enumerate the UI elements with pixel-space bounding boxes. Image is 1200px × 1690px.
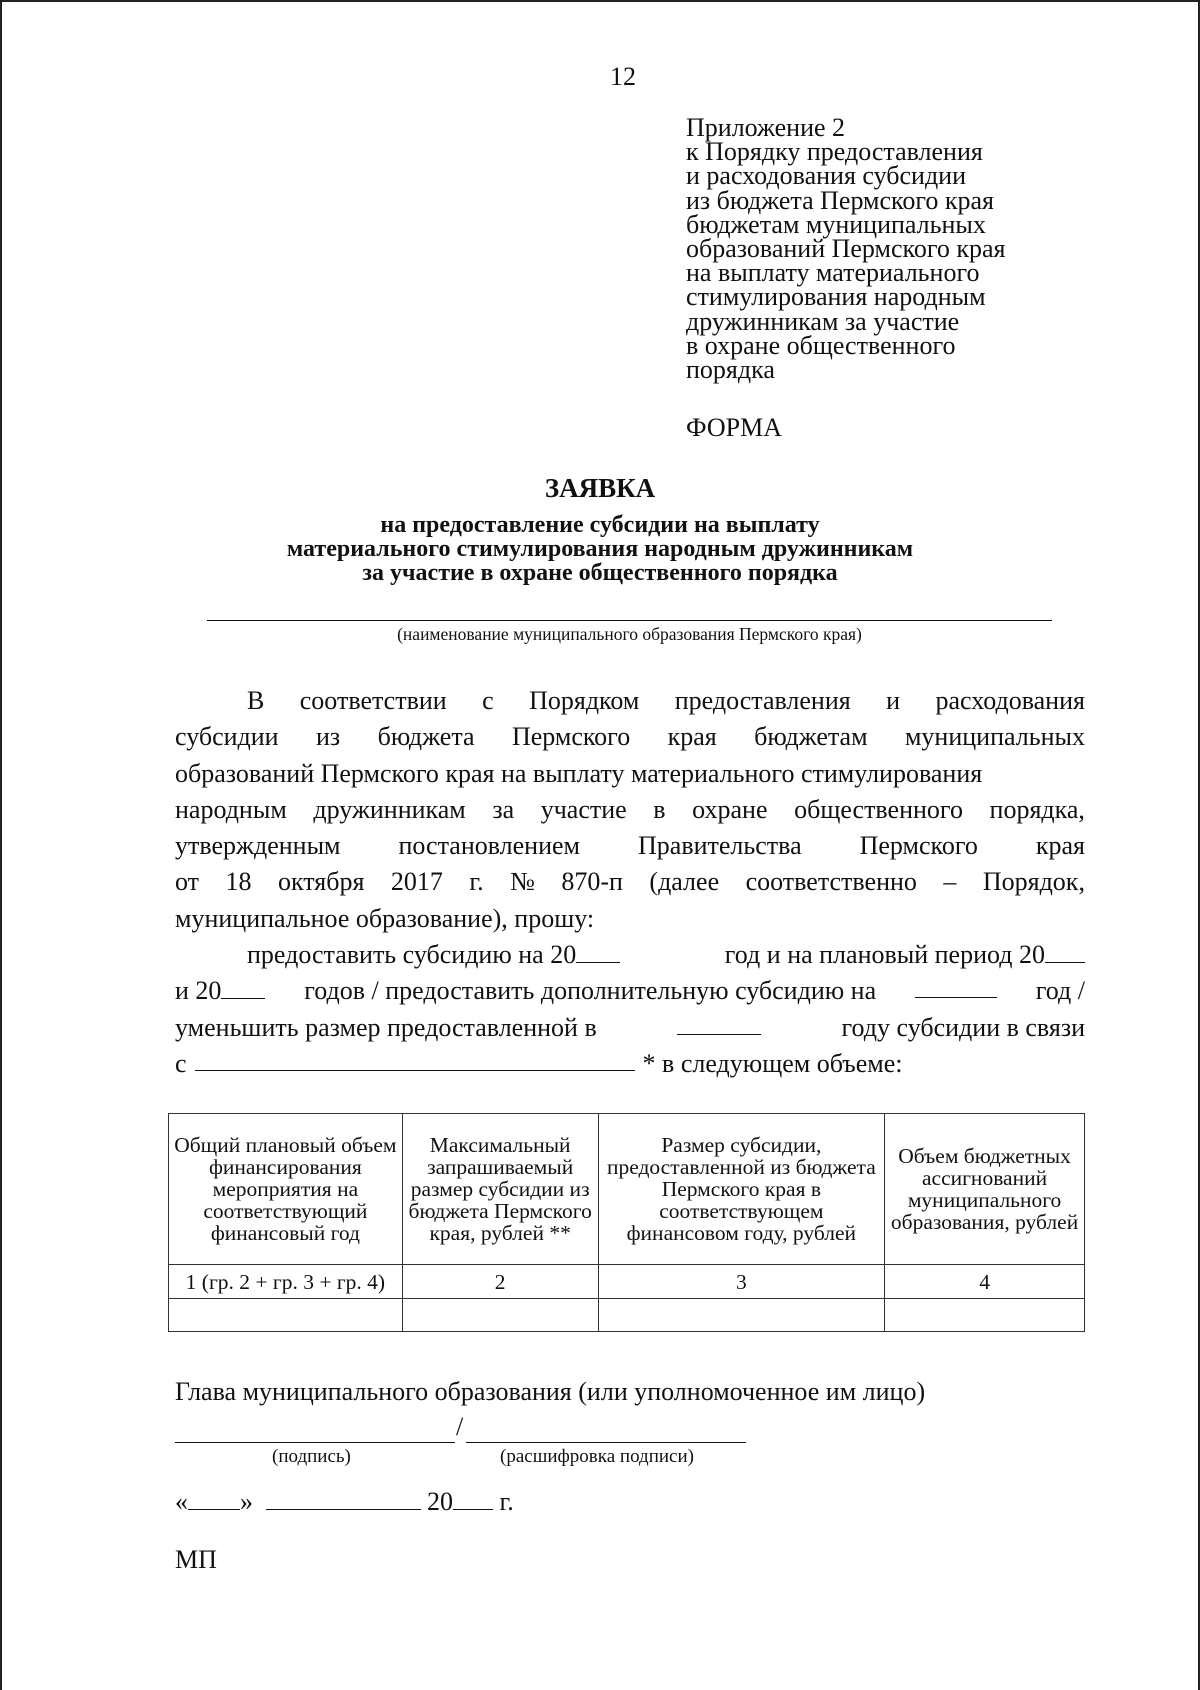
page-edge-left	[0, 0, 2, 1690]
stamp-label: МП	[175, 1545, 217, 1574]
plan-year-blank-2[interactable]	[221, 974, 265, 999]
request-line: уменьшить размер предоставленной в году субсидии в связи	[175, 1010, 1085, 1046]
municipality-name-caption: (наименование муниципального образования Пермского края)	[397, 624, 862, 644]
paragraph-line: муниципальное образование), прошу:	[175, 903, 595, 933]
subsidy-table	[168, 1113, 1085, 1332]
signature-decode-field[interactable]	[466, 1442, 746, 1443]
header-max-subsidy: Максимальный запрашиваемый размер субсидии из бюджета Пермского края, рублей **	[402, 1114, 598, 1265]
column-number: 1 (гр. 2 + гр. 3 + гр. 4)	[169, 1265, 403, 1299]
paragraph-line: образований Пермского края на выплату материального стимулирования	[175, 758, 983, 788]
table-cell[interactable]	[169, 1299, 403, 1332]
paragraph-request	[175, 937, 1085, 1082]
appendix-line: и расходования субсидии	[686, 161, 966, 191]
form-label: ФОРМА	[686, 413, 782, 442]
paragraph-line: субсидии из бюджета Пермского края бюджетам муниципальных	[175, 722, 1085, 752]
table-cell[interactable]	[402, 1299, 598, 1332]
month-blank[interactable]	[266, 1485, 421, 1510]
appendix-line: образований Пермского края	[686, 234, 1006, 264]
municipality-name-field[interactable]	[207, 620, 1052, 621]
reduce-year-blank[interactable]	[677, 1010, 761, 1035]
request-line: предоставить субсидию на 20 год и на плановый период 20	[175, 937, 1085, 973]
plan-year-blank[interactable]	[1045, 938, 1085, 963]
table-header-row	[169, 1114, 1085, 1265]
appendix-line: дружинникам за участие	[686, 306, 960, 336]
appendix-line: порядка	[686, 355, 775, 385]
table-row	[169, 1299, 1085, 1332]
column-number: 3	[598, 1265, 885, 1299]
signature-caption: (подпись)	[272, 1446, 351, 1467]
column-number: 2	[402, 1265, 598, 1299]
header-total-financing: Общий плановый объем финансирования мероприятия на соответствующий финансовый год	[169, 1114, 403, 1265]
signature-slash: /	[456, 1412, 464, 1441]
additional-year-blank[interactable]	[915, 973, 997, 998]
paragraph-intro	[175, 683, 1085, 937]
subtitle-line: материального стимулирования народным дружинникам	[286, 536, 914, 562]
request-line: и 20 годов / предоставить дополнительную субсидию на год /	[175, 973, 1085, 1009]
appendix-line: стимулирования народным	[686, 282, 986, 312]
table-cell[interactable]	[885, 1299, 1085, 1332]
request-line: с * в следующем объеме:	[175, 1046, 1085, 1082]
paragraph-line: В соответствии с Порядком предоставления и расходования	[247, 686, 1085, 715]
year-blank[interactable]	[576, 938, 620, 963]
paragraph-line: утвержденным постановлением Правительства Пермского края	[175, 831, 1085, 861]
appendix-line: в охране общественного	[686, 330, 956, 360]
header-granted-subsidy: Размер субсидии, предоставленной из бюджета Пермского края в соответствующем финансовом году, рублей	[598, 1114, 885, 1265]
paragraph-line: народным дружинникам за участие в охране общественного порядка,	[175, 794, 1085, 824]
page-edge-top	[0, 0, 1200, 2]
signature-field[interactable]	[175, 1442, 455, 1443]
document-subtitle	[0, 513, 1200, 585]
appendix-line: Приложение 2	[686, 113, 846, 142]
subtitle-line: на предоставление субсидии на выплату	[380, 512, 820, 538]
appendix-line: бюджетам муниципальных	[686, 209, 986, 239]
head-official-label: Глава муниципального образования (или уполномоченное им лицо)	[175, 1377, 926, 1406]
appendix-line: на выплату материального	[686, 258, 980, 288]
subtitle-line: за участие в охране общественного порядка	[362, 560, 838, 586]
appendix-line: к Порядку предоставления	[686, 137, 983, 167]
appendix-block	[686, 113, 1006, 385]
column-number: 4	[885, 1265, 1085, 1299]
date-line: « » 20 г.	[175, 1487, 514, 1516]
reason-blank[interactable]	[195, 1046, 635, 1071]
header-budget-allocations: Объем бюджетных ассигнований муниципального образования, рублей	[885, 1114, 1085, 1265]
table-cell[interactable]	[598, 1299, 885, 1332]
document-title: ЗАЯВКА	[544, 473, 656, 503]
paragraph-line: от 18 октября 2017 г. № 870-п (далее соответственно – Порядок,	[175, 867, 1085, 897]
day-blank[interactable]	[188, 1485, 240, 1510]
table-column-number-row	[169, 1265, 1085, 1299]
appendix-line: из бюджета Пермского края	[686, 185, 995, 215]
signature-decode-caption: (расшифровка подписи)	[500, 1446, 694, 1467]
year-suffix-blank[interactable]	[453, 1485, 493, 1510]
page-number: 12	[610, 62, 636, 91]
